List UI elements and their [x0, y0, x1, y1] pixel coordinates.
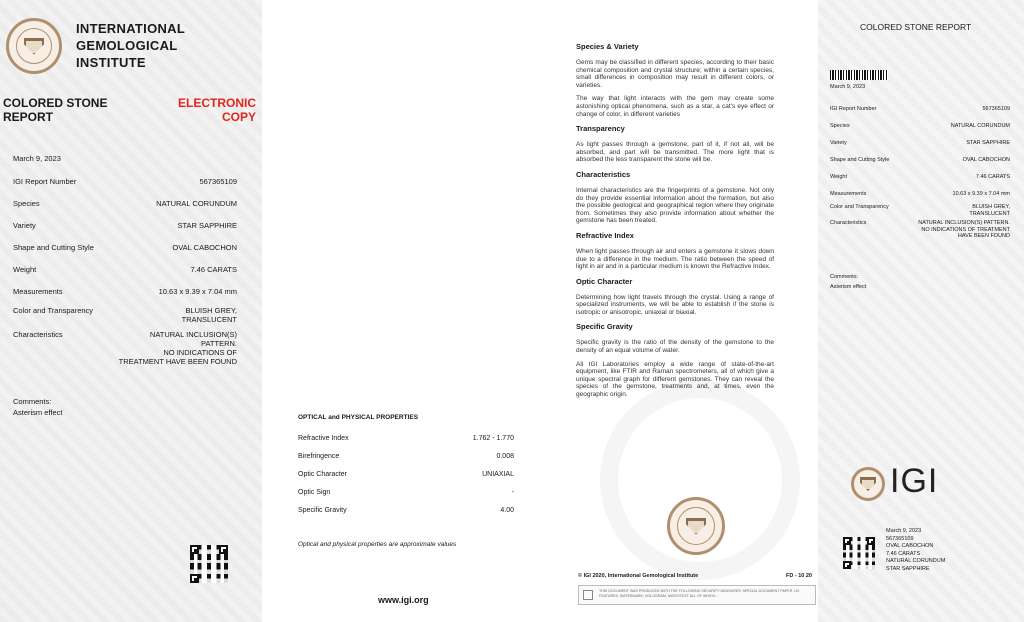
optical-label: Refractive Index	[298, 434, 349, 442]
section-paragraph: Specific gravity is the ratio of the density of the gemstone to the density of an equal volume of water.	[576, 339, 774, 355]
report-title-line2: REPORT	[3, 110, 54, 124]
right-details-table	[830, 100, 1010, 240]
right-comments	[830, 272, 866, 292]
optical-row	[298, 501, 514, 519]
institute-name-line1: INTERNATIONAL	[76, 21, 186, 36]
section-species-variety	[576, 42, 774, 118]
report-date: March 9, 2023	[13, 154, 61, 163]
stub-line: 567365109	[886, 535, 914, 542]
footer-copyright: © IGI 2020, International Gemological Institute	[578, 573, 699, 579]
right-comments-label: Comments:	[830, 274, 859, 280]
right-characteristics-line2: NO INDICATIONS OF TREATMENT	[921, 226, 1010, 233]
right-color-line1: BLUISH GREY,	[972, 204, 1010, 210]
optical-properties-table	[298, 414, 514, 519]
right-detail-value: STAR SAPPHIRE	[966, 139, 1010, 146]
detail-value: NATURAL CORUNDUM	[156, 198, 237, 208]
right-comments-value: Asterism effect	[830, 284, 867, 290]
right-detail-label: Weight	[830, 173, 848, 180]
optical-row	[298, 465, 514, 483]
detail-label: Variety	[13, 220, 36, 230]
diamond-icon	[860, 477, 876, 491]
optical-value: UNIAXIAL	[482, 470, 514, 478]
optical-label: Optic Sign	[298, 488, 331, 496]
institute-name	[76, 20, 185, 71]
report-title	[3, 96, 107, 124]
optical-value: -	[511, 488, 514, 496]
right-characteristics-line1: NATURAL INCLUSION(S) PATTERN.	[918, 220, 1010, 226]
right-detail-value: OVAL CABOCHON	[962, 156, 1010, 163]
right-characteristics-value	[918, 220, 1010, 240]
right-characteristics-row	[830, 220, 1010, 240]
right-detail-label: Measurements	[830, 190, 867, 197]
igi-brand-text: IGI	[890, 462, 939, 500]
comments-value: Asterism effect	[13, 408, 63, 417]
section-paragraph: Determining how light travels through the crystal. Using a range of specialized instruments, we will be able to establish if the stone is isotropic or anisotropic, uniaxial or biaxial.	[576, 293, 774, 316]
right-characteristics-line3: HAVE BEEN FOUND	[957, 233, 1010, 239]
right-detail-row	[830, 168, 1010, 185]
detail-value: OVAL CABOCHON	[172, 242, 237, 252]
stub-line: March 9, 2023	[886, 528, 922, 534]
detail-row	[13, 280, 237, 302]
detail-label: Shape and Cutting Style	[13, 242, 94, 252]
barcode	[830, 70, 888, 80]
optical-value: 4.00	[500, 506, 514, 514]
detail-value: STAR SAPPHIRE	[177, 220, 237, 230]
optical-row	[298, 429, 514, 447]
institute-name-line2: GEMOLOGICAL	[76, 38, 178, 53]
color-label: Color and Transparency	[13, 306, 94, 315]
right-detail-value: 7.46 CARATS	[975, 173, 1010, 180]
optical-note: Optical and physical properties are approximate values	[298, 541, 457, 548]
report-details-table	[13, 170, 237, 366]
right-color-label: Color and Transparency	[830, 204, 889, 210]
right-characteristics-label: Characteristics	[830, 220, 867, 226]
printer-icon	[583, 590, 593, 600]
right-report-title: COLORED STONE REPORT	[860, 22, 972, 32]
characteristics-value	[119, 330, 237, 366]
electronic-line2: COPY	[221, 110, 256, 124]
igi-brand-seal	[851, 467, 885, 501]
info-sections	[576, 42, 774, 399]
right-detail-value: NATURAL CORUNDUM	[950, 122, 1010, 129]
characteristics-line1: NATURAL INCLUSION(S)	[149, 330, 237, 339]
detail-label: Measurements	[13, 286, 63, 296]
right-detail-label: Species	[830, 122, 850, 129]
stub-line: NATURAL CORUNDUM	[886, 558, 946, 565]
section-title: Characteristics	[576, 169, 631, 179]
stub-summary	[886, 528, 945, 574]
section-paragraph: The way that light interacts with the gem may create some astonishing optical phenomena, such as a star, a cat's eye effect or change of color, in different varieties	[576, 95, 774, 118]
section-characteristics	[576, 170, 774, 225]
characteristics-line3: NO INDICATIONS OF	[163, 348, 237, 357]
characteristics-label: Characteristics	[13, 330, 63, 339]
right-detail-row	[830, 134, 1010, 151]
detail-row	[13, 258, 237, 280]
stub-line: STAR SAPPHIRE	[886, 565, 930, 572]
section-optic-character	[576, 277, 774, 317]
right-color-row	[830, 204, 1010, 217]
section-title: Specific Gravity	[576, 322, 633, 332]
color-value	[182, 306, 237, 324]
footer-code: FD - 10 20	[786, 573, 812, 579]
detail-label: IGI Report Number	[13, 176, 77, 186]
section-specific-gravity	[576, 322, 774, 398]
detail-label: Species	[13, 198, 40, 208]
report-title-line1: COLORED STONE	[3, 96, 108, 110]
optical-row	[298, 447, 514, 465]
optical-label: Birefringence	[298, 452, 340, 460]
color-row	[13, 306, 237, 324]
detail-value: 7.46 CARATS	[190, 264, 237, 274]
section-refractive-index	[576, 231, 774, 271]
detail-row	[13, 170, 237, 192]
diamond-icon	[686, 518, 706, 535]
website-link[interactable]: www.igi.org	[378, 595, 429, 605]
optical-row	[298, 483, 514, 501]
color-value-line1: BLUISH GREY,	[185, 306, 237, 315]
characteristics-line2: PATTERN.	[201, 339, 237, 348]
right-detail-row	[830, 100, 1010, 117]
section-title: Optic Character	[576, 276, 633, 286]
igi-seal-logo	[6, 18, 62, 74]
section-title: Refractive Index	[576, 230, 634, 240]
section-paragraph: All IGI Laboratories employ a wide range of state-of-the-art equipment, like FTIR and Raman spectrometers, all of which give a unique spectral graph for different gemstones. They can reveal the species of the gemstone, treatments and, at times, even the geographic origin.	[576, 360, 774, 399]
stub-line: 7.46 CARATS	[886, 550, 921, 557]
characteristics-row	[13, 330, 237, 366]
detail-value: 10.63 x 9.39 x 7.04 mm	[158, 286, 237, 296]
detail-label: Weight	[13, 264, 37, 274]
igi-hologram-seal	[667, 497, 725, 555]
section-paragraph: When light passes through air and enters a gemstone it slows down due to a difference in the medium. The ratio between the speed of light in air and in a particular medium is known the Refractive Index.	[576, 247, 774, 271]
qr-code[interactable]	[190, 545, 228, 583]
optical-title: OPTICAL and PHYSICAL PROPERTIES	[298, 414, 419, 421]
section-transparency	[576, 124, 774, 164]
section-paragraph: Internal characteristics are the fingerprints of a gemstone. Not only do they provide essential information about the formation, but also the possible geological and geographical region where they originate from. Sometimes they also provide information about whether the gemstone has been treated.	[576, 186, 774, 225]
right-detail-row	[830, 151, 1010, 168]
right-detail-value: 567365109	[982, 105, 1010, 112]
right-color-line2: TRANSLUCENT	[969, 210, 1010, 217]
right-detail-row	[830, 185, 1010, 202]
detail-row	[13, 192, 237, 214]
institute-name-line3: INSTITUTE	[76, 55, 146, 70]
detail-row	[13, 214, 237, 236]
right-qr-code[interactable]	[843, 537, 875, 569]
right-detail-row	[830, 117, 1010, 134]
optical-label: Specific Gravity	[298, 506, 347, 514]
detail-value: 567365109	[199, 176, 237, 186]
right-report-date: March 9, 2023	[830, 84, 866, 90]
detail-row	[13, 236, 237, 258]
characteristics-line4: TREATMENT HAVE BEEN FOUND	[118, 357, 237, 366]
right-color-value	[969, 204, 1010, 217]
diamond-icon	[24, 38, 44, 55]
section-title: Species & Variety	[576, 42, 639, 51]
right-detail-label: IGI Report Number	[830, 105, 877, 112]
security-notice-box	[578, 585, 816, 605]
stub-line: OVAL CABOCHON	[886, 543, 934, 550]
security-fine-print: THIS DOCUMENT WAS PRODUCED WITH THE FOLLOWING SECURITY MEASURES: SPECIAL DOCUMENT PAPER, UV FEATURES, WATERMARK, HOLOGRAM, MICROTEXT ALL OF WHICH...	[599, 589, 800, 598]
color-value-line2: TRANSLUCENT	[181, 315, 237, 324]
section-title: Transparency	[576, 124, 625, 134]
optical-value: 0.008	[496, 452, 514, 460]
section-paragraph: As light passes through a gemstone, part of it, if not all, will be absorbed, and part will be transmitted. The more light that is absorbed the less transparent the stone will be.	[576, 141, 774, 164]
comments-label: Comments:	[13, 397, 52, 406]
electronic-copy-label	[160, 96, 256, 124]
section-paragraph: Gems may be classified in different species, according to their basic chemical composition and crystal structure; within a certain species, small differences in composition may result in different colors, or varieties.	[576, 59, 774, 89]
right-detail-label: Shape and Cutting Style	[830, 156, 890, 163]
comments	[13, 396, 62, 418]
right-detail-value: 10.63 x 9.39 x 7.04 mm	[952, 190, 1010, 197]
electronic-line1: ELECTRONIC	[178, 96, 256, 110]
right-detail-label: Variety	[830, 139, 847, 146]
optical-label: Optic Character	[298, 470, 348, 478]
optical-value: 1.762 - 1.770	[472, 434, 514, 442]
